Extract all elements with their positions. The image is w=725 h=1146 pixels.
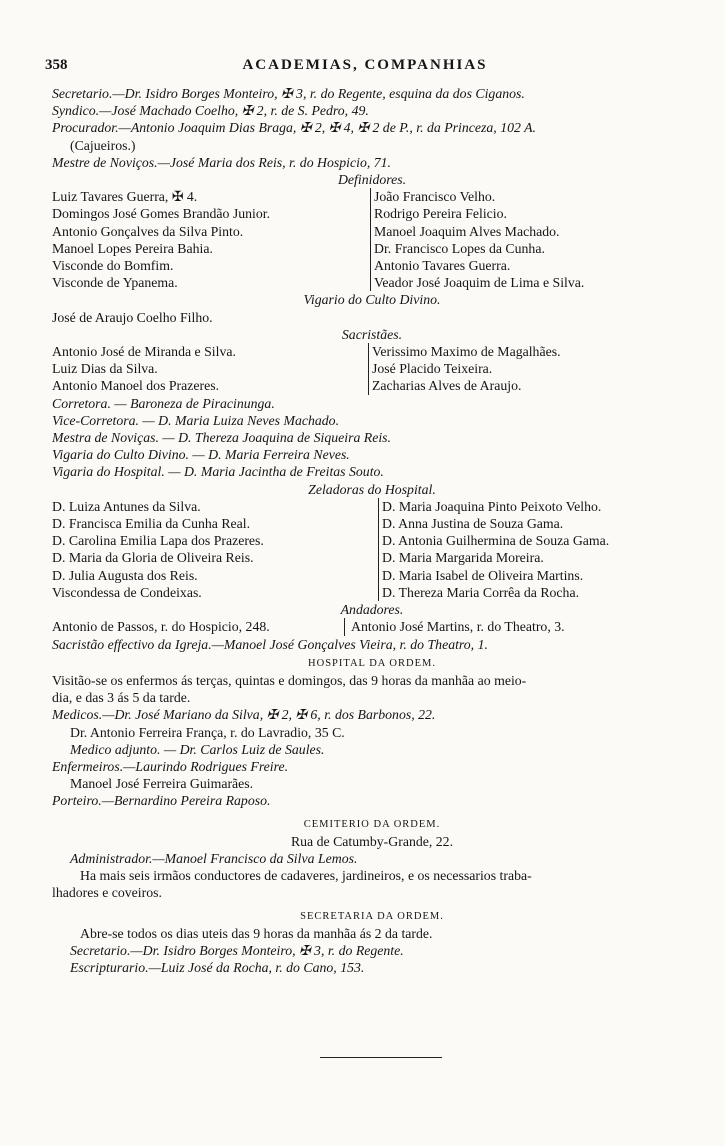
andadores-row xyxy=(52,618,692,635)
porteiro-line: Porteiro.—Bernardino Pereira Raposo. xyxy=(52,793,271,809)
sacristao-effectivo-line: Sacristão effectivo da Igreja.—Manoel José Gonçalves Vieira, r. do Theatro, 1. xyxy=(52,636,488,652)
definidores-columns xyxy=(52,188,692,291)
vigario-name: José de Araujo Coelho Filho. xyxy=(52,309,213,325)
escripturario-line: Escripturario.—Luiz José da Rocha, r. do Cano, 153. xyxy=(70,960,365,976)
cemiterio-address: Rua de Catumby-Grande, 22. xyxy=(290,833,454,849)
definidor-name: João Francisco Velho. xyxy=(374,189,496,205)
secretario-line: Secretario.—Dr. Isidro Borges Monteiro, ✠ 3, r. do Regente, esquina da dos Ciganos. xyxy=(52,86,525,101)
administrador-line: Administrador.—Manoel Francisco da Silva Lemos. xyxy=(70,850,358,866)
sacristaes-heading: Sacristães. xyxy=(341,326,403,342)
page-header xyxy=(45,57,685,79)
zeladora-name: Viscondessa de Condeixas. xyxy=(52,584,202,600)
medico-second-line: Dr. Antonio Ferreira França, r. do Lavradio, 35 C. xyxy=(70,724,345,740)
medicos-line: Medicos.—Dr. José Mariano da Silva, ✠ 2, ✠ 6, r. dos Barbonos, 22. xyxy=(52,707,436,723)
sacristao-name: José Placido Teixeira. xyxy=(372,361,493,377)
definidor-name: Manoel Lopes Pereira Bahia. xyxy=(52,240,213,256)
corretora-line: Corretora. — Baroneza de Piracinunga. xyxy=(52,395,275,411)
zeladora-name: D. Anna Justina de Souza Gama. xyxy=(382,516,564,532)
definidores-heading: Definidores. xyxy=(337,172,407,188)
definidor-name: Rodrigo Pereira Felicio. xyxy=(374,206,507,222)
vigario-heading: Vigario do Culto Divino. xyxy=(303,292,441,308)
definidor-name: Antonio Gonçalves da Silva Pinto. xyxy=(52,223,244,239)
zeladora-name: D. Julia Augusta dos Reis. xyxy=(52,567,198,583)
zeladora-name: D. Carolina Emilia Lapa dos Prazeres. xyxy=(52,533,264,549)
hospital-visits-line-2: dia, e das 3 ás 5 da tarde. xyxy=(52,690,191,706)
medico-adjunto-line: Medico adjunto. — Dr. Carlos Luiz de Saules. xyxy=(70,741,325,757)
andadores-heading: Andadores. xyxy=(340,602,404,618)
andador-left: Antonio de Passos, r. do Hospicio, 248. xyxy=(52,619,270,635)
zeladora-name: D. Maria Joaquina Pinto Peixoto Velho. xyxy=(382,498,602,514)
sacristaes-left-column xyxy=(52,343,368,395)
procurador-continuation: (Cajueiros.) xyxy=(70,137,136,153)
page-content xyxy=(52,85,692,976)
vigaria-hospital-line: Vigaria do Hospital. — D. Maria Jacintha de Freitas Souto. xyxy=(52,464,384,480)
secretaria-hours-line: Abre-se todos os dias uteis das 9 horas da manhãa ás 2 da tarde. xyxy=(80,925,433,941)
vice-corretora-line: Vice-Corretora. — D. Maria Luiza Neves Machado. xyxy=(52,412,340,428)
secretaria-secretario-line: Secretario.—Dr. Isidro Borges Monteiro, ✠ 3, r. do Regente. xyxy=(70,942,404,958)
running-title: ACADEMIAS, COMPANHIAS xyxy=(242,57,488,73)
sacristao-name: Antonio Manoel dos Prazeres. xyxy=(52,378,220,394)
hospital-heading: HOSPITAL DA ORDEM. xyxy=(308,657,436,669)
mestre-novicos-line: Mestre de Noviços.—José Maria dos Reis, r. do Hospicio, 71. xyxy=(52,154,392,170)
definidor-name: Visconde do Bomfim. xyxy=(52,258,174,274)
definidor-name: Dr. Francisco Lopes da Cunha. xyxy=(374,240,545,256)
definidores-left-column xyxy=(52,188,370,291)
zeladora-name: D. Antonia Guilhermina de Souza Gama. xyxy=(382,533,610,549)
syndico-line: Syndico.—José Machado Coelho, ✠ 2, r. de S. Pedro, 49. xyxy=(52,103,369,119)
sacristao-name: Zacharias Alves de Araujo. xyxy=(372,378,522,394)
definidores-right-column xyxy=(370,188,674,291)
sacristaes-right-column xyxy=(368,343,672,395)
andador-right: Antonio José Martins, r. do Theatro, 3. xyxy=(344,618,681,635)
zeladoras-heading: Zeladoras do Hospital. xyxy=(308,481,436,497)
hospital-visits-line-1: Visitão-se os enfermos ás terças, quintas e domingos, das 9 horas da manhãa ao meio- xyxy=(52,672,527,688)
sacristao-name: Luiz Dias da Silva. xyxy=(52,361,158,377)
enfermeiros-line: Enfermeiros.—Laurindo Rodrigues Freire. xyxy=(52,758,289,774)
secretaria-heading: SECRETARIA DA ORDEM. xyxy=(300,910,444,922)
definidor-name: Veador José Joaquim de Lima e Silva. xyxy=(374,275,585,291)
mestra-novicas-line: Mestra de Noviças. — D. Thereza Joaquina de Siqueira Reis. xyxy=(52,430,392,446)
zeladora-name: D. Luiza Antunes da Silva. xyxy=(52,498,201,514)
sacristao-name: Verissimo Maximo de Magalhães. xyxy=(372,344,561,360)
definidor-name: Antonio Tavares Guerra. xyxy=(374,258,511,274)
cemiterio-text-line-2: lhadores e coveiros. xyxy=(52,885,162,901)
zeladoras-right-column xyxy=(378,498,682,601)
zeladora-name: D. Maria Margarida Moreira. xyxy=(382,550,544,566)
zeladora-name: D. Francisca Emilia da Cunha Real. xyxy=(52,516,251,532)
enfermeiro-second-line: Manoel José Ferreira Guimarães. xyxy=(70,776,254,792)
page-number: 358 xyxy=(45,57,68,73)
zeladora-name: D. Maria Isabel de Oliveira Martins. xyxy=(382,567,584,583)
end-rule xyxy=(320,1057,442,1058)
definidor-name: Manoel Joaquim Alves Machado. xyxy=(374,223,560,239)
definidor-name: Domingos José Gomes Brandão Junior. xyxy=(52,206,271,222)
vigaria-culto-line: Vigaria do Culto Divino. — D. Maria Ferreira Neves. xyxy=(52,447,350,463)
zeladoras-left-column xyxy=(52,498,378,601)
definidor-name: Luiz Tavares Guerra, ✠ 4. xyxy=(52,189,198,205)
sacristaes-columns xyxy=(52,343,692,395)
zeladora-name: D. Maria da Gloria de Oliveira Reis. xyxy=(52,550,254,566)
procurador-line: Procurador.—Antonio Joaquim Dias Braga, ✠ 2, ✠ 4, ✠ 2 de P., r. da Princeza, 102 A. xyxy=(52,120,536,136)
cemiterio-heading: CEMITERIO DA ORDEM. xyxy=(303,818,441,830)
zeladoras-columns xyxy=(52,498,692,601)
cemiterio-text-line-1: Ha mais seis irmãos conductores de cadaveres, jardineiros, e os necessarios traba- xyxy=(80,868,532,884)
sacristao-name: Antonio José de Miranda e Silva. xyxy=(52,344,236,360)
zeladora-name: D. Thereza Maria Corrêa da Rocha. xyxy=(382,584,580,600)
definidor-name: Visconde de Ypanema. xyxy=(52,275,178,291)
